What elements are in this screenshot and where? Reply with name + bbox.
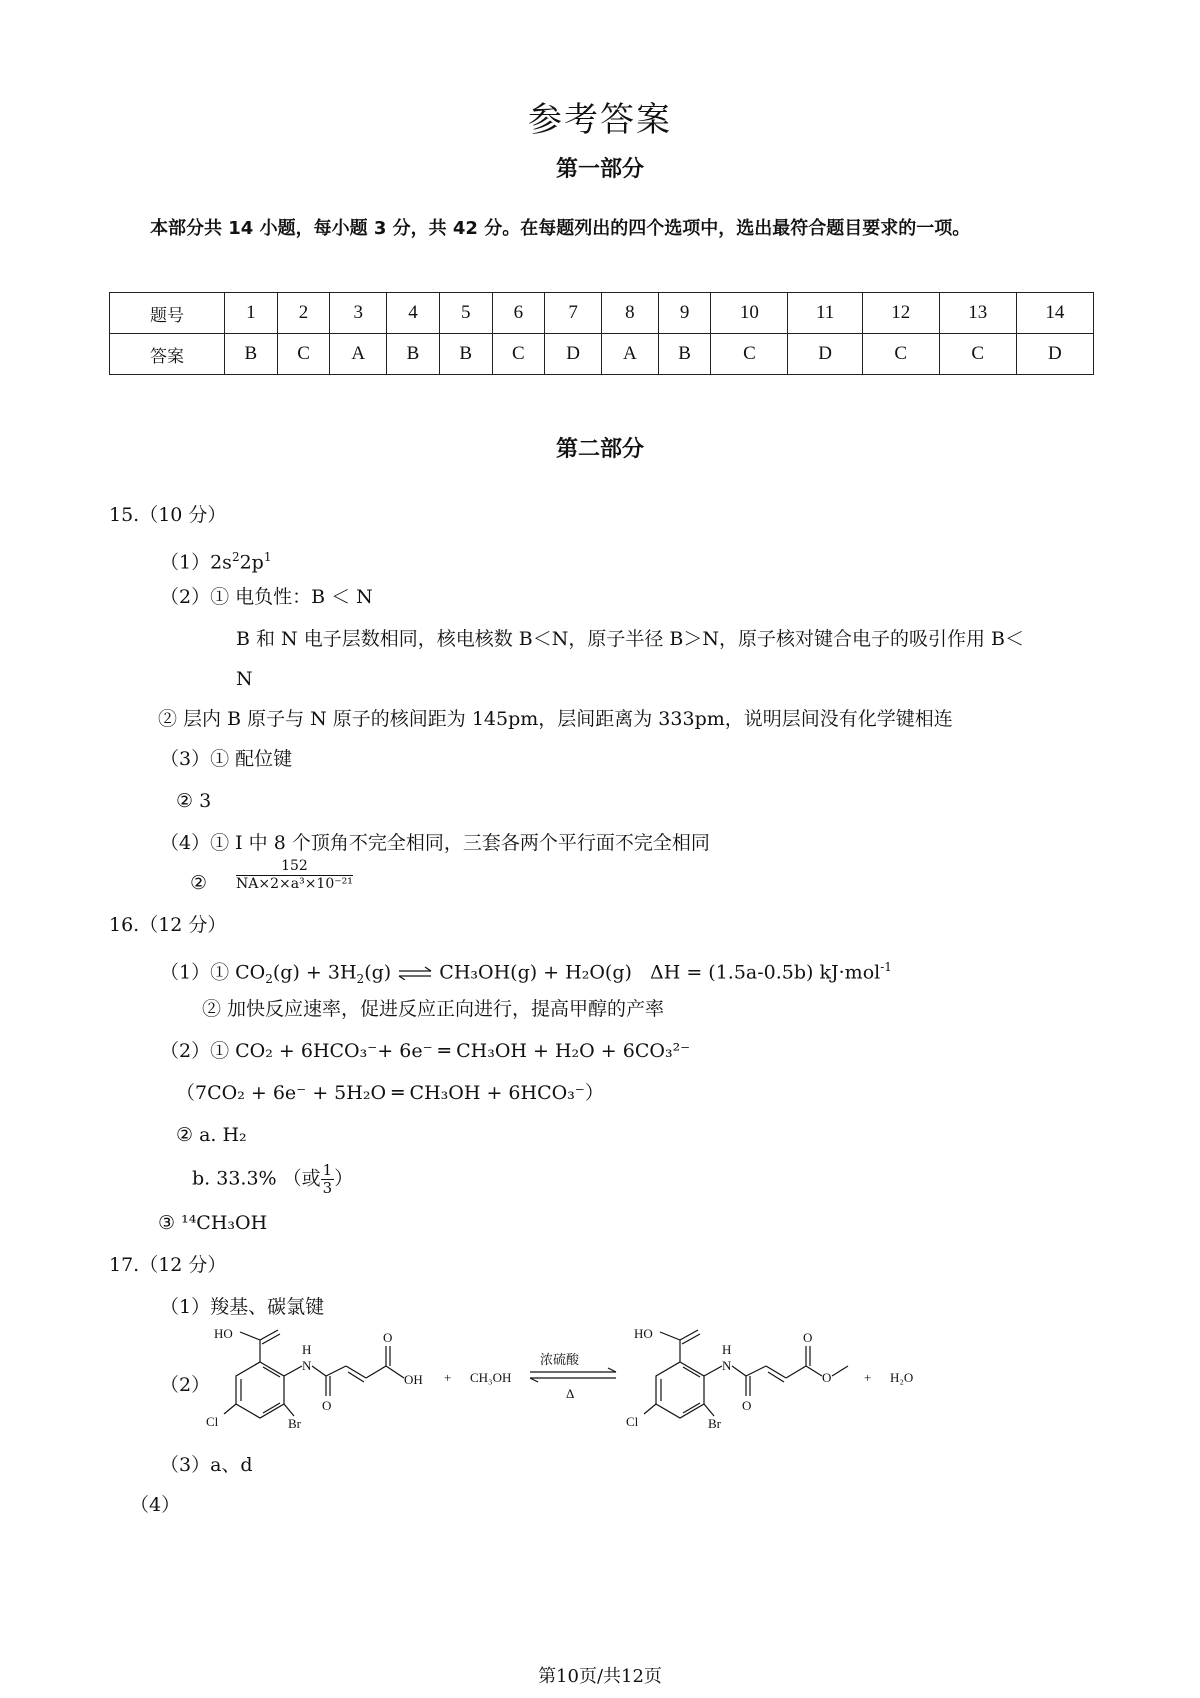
q17-part2-label: （2） (160, 1374, 211, 1396)
q15-label: 15.（10 分） (109, 504, 227, 526)
q16-part2a-alt: （7CO₂ + 6e⁻ + 5H₂O ═ CH₃OH + 6HCO₃⁻） (176, 1082, 604, 1104)
q15-part2-reason-cont: N (236, 668, 253, 690)
q15-fraction (236, 858, 353, 893)
q15-part3b: ② 3 (176, 790, 212, 812)
q15-part1 (160, 544, 271, 575)
q15-part1-b: 2p (239, 551, 264, 574)
table-row-answers (110, 334, 1094, 375)
product-ester-o-label: O (803, 1330, 813, 1345)
answer-cell: B (387, 334, 440, 375)
q16-part2b: ② a. H₂ (176, 1124, 247, 1146)
reactant-structure (224, 1330, 404, 1418)
heat-label: Δ (566, 1386, 575, 1401)
plus-sign: + (864, 1370, 872, 1385)
q16-enthalpy-sup: -1 (880, 960, 892, 974)
question-number-cell: 10 (711, 293, 788, 334)
reactant-ho-label: HO (214, 1326, 233, 1341)
q16-label: 16.（12 分） (109, 914, 227, 936)
fraction-numerator: 1 (322, 1161, 333, 1179)
answer-cell: D (1016, 334, 1093, 375)
plus-sign: + (444, 1370, 452, 1385)
part1-heading: 第一部分 (555, 157, 644, 182)
question-number-cell: 5 (439, 293, 492, 334)
q16-part2c-suffix: ） (334, 1167, 354, 1190)
reversible-arrow-icon (530, 1368, 616, 1382)
answer-cell: B (225, 334, 278, 375)
esterification-reaction-scheme (200, 1326, 1180, 1456)
q16-enthalpy: ΔH = (1.5a-0.5b) kJ·mol (650, 961, 881, 984)
question-number-cell: 6 (492, 293, 545, 334)
product-br-label: Br (708, 1416, 721, 1431)
q16-part1a: （1）① $CO_2(g) + 3H_2(g) CH_3OH(g) + H_2O(g)$ ΔH = (1.5a-0.5b) kJ·mol$^{-1}$ (160, 960, 892, 987)
page-footer: 第10页/共12页 (538, 1666, 662, 1687)
reactant-acid-o-label: O (383, 1330, 393, 1345)
question-number-cell: 7 (545, 293, 602, 334)
question-number-cell: 14 (1016, 293, 1093, 334)
q16-part2c (192, 1162, 353, 1197)
answer-cell: C (492, 334, 545, 375)
table-answer-label-cell: 答案 (110, 334, 225, 375)
answer-cell: C (711, 334, 788, 375)
q17-part4: （4） (130, 1494, 181, 1516)
q15-part2: （2）① 电负性：B ＜ N (160, 586, 373, 608)
reactant-nh-n-label: N (302, 1358, 312, 1373)
answer-cell: C (939, 334, 1016, 375)
q16-part1b: ② 加快反应速率，促进反应正向进行，提高甲醇的产率 (202, 998, 665, 1020)
water-label: H₂O (890, 1370, 914, 1385)
q15-part4b: ② (190, 872, 208, 894)
part1-intro: 本部分共 14 小题，每小题 3 分，共 42 分。在每题列出的四个选项中，选出最符合题目要求的一项。 (150, 218, 971, 239)
answer-cell: C (862, 334, 939, 375)
q15-part3: （3）① 配位键 (160, 748, 293, 770)
q15-part2b: ② 层内 B 原子与 N 原子的核间距为 145pm，层间距离为 333pm，说明层间没有化学键相连 (158, 708, 953, 730)
part2-heading: 第二部分 (555, 437, 644, 462)
question-number-cell: 12 (862, 293, 939, 334)
q16-eq-products: CH₃OH(g) + H₂O(g) (439, 961, 632, 984)
reactant-nh-h-label: H (302, 1342, 312, 1357)
q17-part3: （3）a、d (160, 1454, 253, 1476)
q16-part2a: （2）① CO₂ + 6HCO₃⁻+ 6e⁻ ═ CH₃OH + H₂O + 6CO₃²⁻ (160, 1040, 691, 1062)
catalyst-label: 浓硫酸 (540, 1352, 580, 1367)
q16-eq-mid2: (g) (364, 961, 392, 984)
question-number-cell: 2 (277, 293, 330, 334)
question-number-cell: 11 (788, 293, 862, 334)
q15-part1-sup2: 1 (263, 550, 272, 564)
answer-cell: D (788, 334, 862, 375)
answer-cell: B (658, 334, 711, 375)
question-number-cell: 8 (601, 293, 658, 334)
table-header-cell: 题号 (110, 293, 225, 334)
q16-part2c-prefix: b. 33.3% （或 (192, 1167, 321, 1190)
question-number-cell: 3 (330, 293, 387, 334)
q15-part1-a: 2s (210, 551, 232, 574)
fraction-numerator: 152 (236, 858, 353, 876)
product-cl-label: Cl (626, 1414, 639, 1429)
q16-eq-mid: (g) + 3H (272, 961, 357, 984)
answer-cell: B (439, 334, 492, 375)
reactant-oh-label: OH (404, 1372, 423, 1387)
q16-eq-start: （1）① CO (160, 961, 266, 984)
q16-part3: ③ ¹⁴CH₃OH (158, 1212, 268, 1234)
q15-part1-sup1: 2 (231, 550, 240, 564)
product-ether-o-label: O (822, 1370, 832, 1385)
answer-table (109, 292, 1094, 375)
reactant-cl-label: Cl (206, 1414, 219, 1429)
equilibrium-arrow-icon (397, 966, 433, 980)
q17-part1: （1）羧基、碳氯键 (160, 1296, 325, 1318)
answer-cell: A (601, 334, 658, 375)
question-number-cell: 13 (939, 293, 1016, 334)
q15-part1-prefix: （1） (160, 551, 211, 574)
question-number-cell: 4 (387, 293, 440, 334)
fraction-denominator: 3 (322, 1179, 333, 1197)
methanol-label: CH₃OH (470, 1370, 512, 1385)
table-row-numbers (110, 293, 1094, 334)
product-nh-h-label: H (722, 1342, 732, 1357)
reactant-br-label: Br (288, 1416, 301, 1431)
product-amide-o-label: O (742, 1398, 752, 1413)
reactant-amide-o-label: O (322, 1398, 332, 1413)
question-number-cell: 1 (225, 293, 278, 334)
answer-cell: D (545, 334, 602, 375)
q15-part2-reason: B 和 N 电子层数相同，核电核数 B＜N，原子半径 B＞N，原子核对键合电子的吸引作用 B＜ (236, 628, 1024, 650)
q15-part4: （4）① I 中 8 个顶角不完全相同，三套各两个平行面不完全相同 (160, 832, 710, 854)
product-nh-n-label: N (722, 1358, 732, 1373)
question-number-cell: 9 (658, 293, 711, 334)
page-title: 参考答案 (528, 100, 672, 140)
answer-cell: A (330, 334, 387, 375)
q17-label: 17.（12 分） (109, 1254, 227, 1276)
product-ho-label: HO (634, 1326, 653, 1341)
fraction-denominator: NA×2×a³×10⁻²¹ (236, 876, 353, 892)
answer-cell: C (277, 334, 330, 375)
